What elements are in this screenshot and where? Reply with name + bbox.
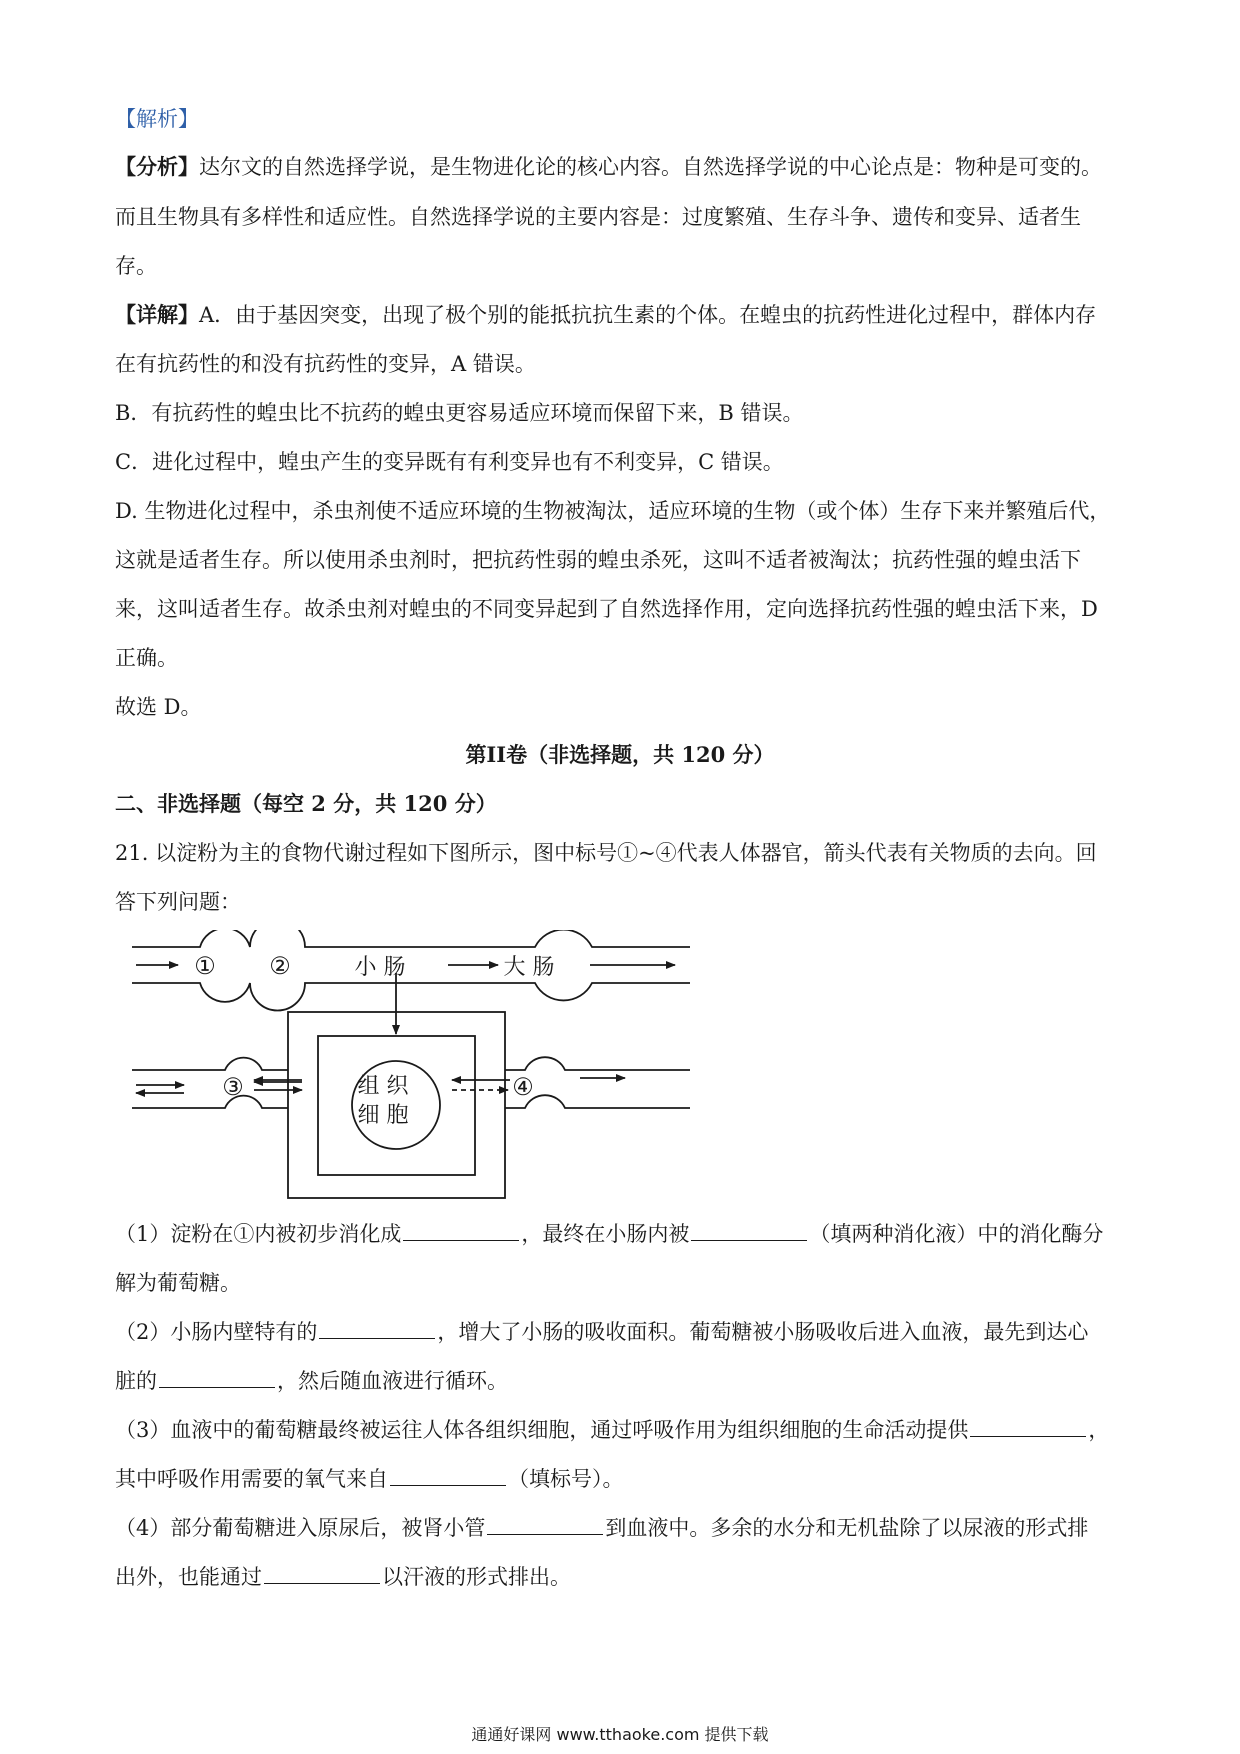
q3-line-1 [115,1415,1125,1445]
fenxi-line-2: 而且生物具有多样性和适应性。自然选择学说的主要内容是：过度繁殖、生存斗争、遗传和变异、适者生 [115,205,1081,229]
part-title: 二、非选择题（每空 2 分，共 120 分） [115,791,497,816]
q1-blank-2[interactable] [691,1220,807,1241]
q2-blank-1[interactable] [319,1318,435,1339]
q4-line-1 [115,1513,1125,1543]
q4-text-2: 到血液中。多余的水分和无机盐除了以尿液的形式排 [605,1516,1089,1540]
option-d-line-2: 这就是适者生存。所以使用杀虫剂时，把抗药性弱的蝗虫杀死，这叫不适者被淘汰；抗药性强的蝗虫活下 [115,548,1081,572]
option-a-text-1: A．由于基因突变，出现了极个别的能抵抗抗生素的个体。在蝗虫的抗药性进化过程中，群体内存 [199,303,1097,327]
volume-title: 第II卷（非选择题，共 120 分） [465,742,775,767]
q2-text-1: （2）小肠内壁特有的 [115,1320,318,1344]
option-b-line: B．有抗药性的蝗虫比不抗药的蝗虫更容易适应环境而保留下来，B 错误。 [115,401,804,425]
q4-blank-2[interactable] [264,1563,380,1584]
option-d-line-4: 正确。 [115,646,178,670]
q3-text-4: （填标号）。 [508,1467,624,1491]
digestion-diagram [130,930,710,1200]
q1-text-2: ，最终在小肠内被 [521,1222,690,1246]
fenxi-line-3: 存。 [115,254,157,278]
organ-4-label: ④ [512,1073,534,1101]
q3-line-2 [115,1464,1125,1494]
small-intestine-label: 小 肠 [354,955,406,980]
q3-text-1: （3）血液中的葡萄糖最终被运往人体各组织细胞，通过呼吸作用为组织细胞的生命活动提供 [115,1418,969,1442]
q4-text-3: 出外，也能通过 [115,1565,262,1589]
analysis-heading: 【解析】 [115,107,199,131]
page-footer: 通通好课网 www.tthaoke.com 提供下载 [471,1725,769,1744]
option-d-line-3: 来，这叫适者生存。故杀虫剂对蝗虫的不同变异起到了自然选择作用，定向选择抗药性强的蝗虫活下来，D [115,597,1098,621]
q1-line-1 [115,1219,1125,1249]
q2-text-3: 脏的 [115,1369,157,1393]
q2-text-2: ，增大了小肠的吸收面积。葡萄糖被小肠吸收后进入血液，最先到达心 [437,1320,1089,1344]
q2-text-4: ，然后随血液进行循环。 [277,1369,508,1393]
fenxi-text-1: 达尔文的自然选择学说，是生物进化论的核心内容。自然选择学说的中心论点是：物种是可变的。 [199,155,1102,179]
q3-text-2: ， [1088,1418,1110,1442]
q4-blank-1[interactable] [487,1514,603,1535]
option-d-line-1: D. 生物进化过程中，杀虫剂使不适应环境的生物被淘汰，适应环境的生物（或个体）生存下来并繁殖后代， [115,499,1111,523]
q1-blank-1[interactable] [403,1220,519,1241]
xiangjie-tag: 【详解】 [115,302,199,327]
q4-text-4: 以汗液的形式排出。 [382,1565,571,1589]
tissue-label-line-1: 组 织 [357,1074,409,1099]
q2-line-2 [115,1366,1125,1396]
q1-line-2: 解为葡萄糖。 [115,1271,241,1295]
fenxi-tag: 【分析】 [115,154,199,179]
answer-line: 故选 D。 [115,695,202,719]
xiangjie-line-1 [115,300,1125,330]
q1-text-1: （1）淀粉在①内被初步消化成 [115,1222,402,1246]
q2-blank-2[interactable] [159,1367,275,1388]
question-21-stem-1: 21. 以淀粉为主的食物代谢过程如下图所示，图中标号①~④代表人体器官，箭头代表有关物质的去向。回 [115,841,1097,865]
tissue-label-line-2: 细 胞 [357,1103,409,1128]
option-c-line: C．进化过程中，蝗虫产生的变异既有有利变异也有不利变异，C 错误。 [115,450,784,474]
q3-blank-1[interactable] [970,1416,1086,1437]
organ-3-label: ③ [222,1073,244,1101]
large-intestine-label: 大 肠 [503,955,555,980]
question-21-stem-2: 答下列问题： [115,890,241,914]
q3-text-3: 其中呼吸作用需要的氧气来自 [115,1467,388,1491]
option-a-line-2: 在有抗药性的和没有抗药性的变异，A 错误。 [115,352,536,376]
q2-line-1 [115,1317,1125,1347]
fenxi-line-1 [115,152,1125,182]
organ-2-label: ② [269,952,291,980]
q1-text-3: （填两种消化液）中的消化酶分 [809,1222,1104,1246]
q3-blank-2[interactable] [390,1465,506,1486]
organ-1-label: ① [194,952,216,980]
q4-line-2 [115,1562,1125,1592]
q4-text-1: （4）部分葡萄糖进入原尿后，被肾小管 [115,1516,486,1540]
